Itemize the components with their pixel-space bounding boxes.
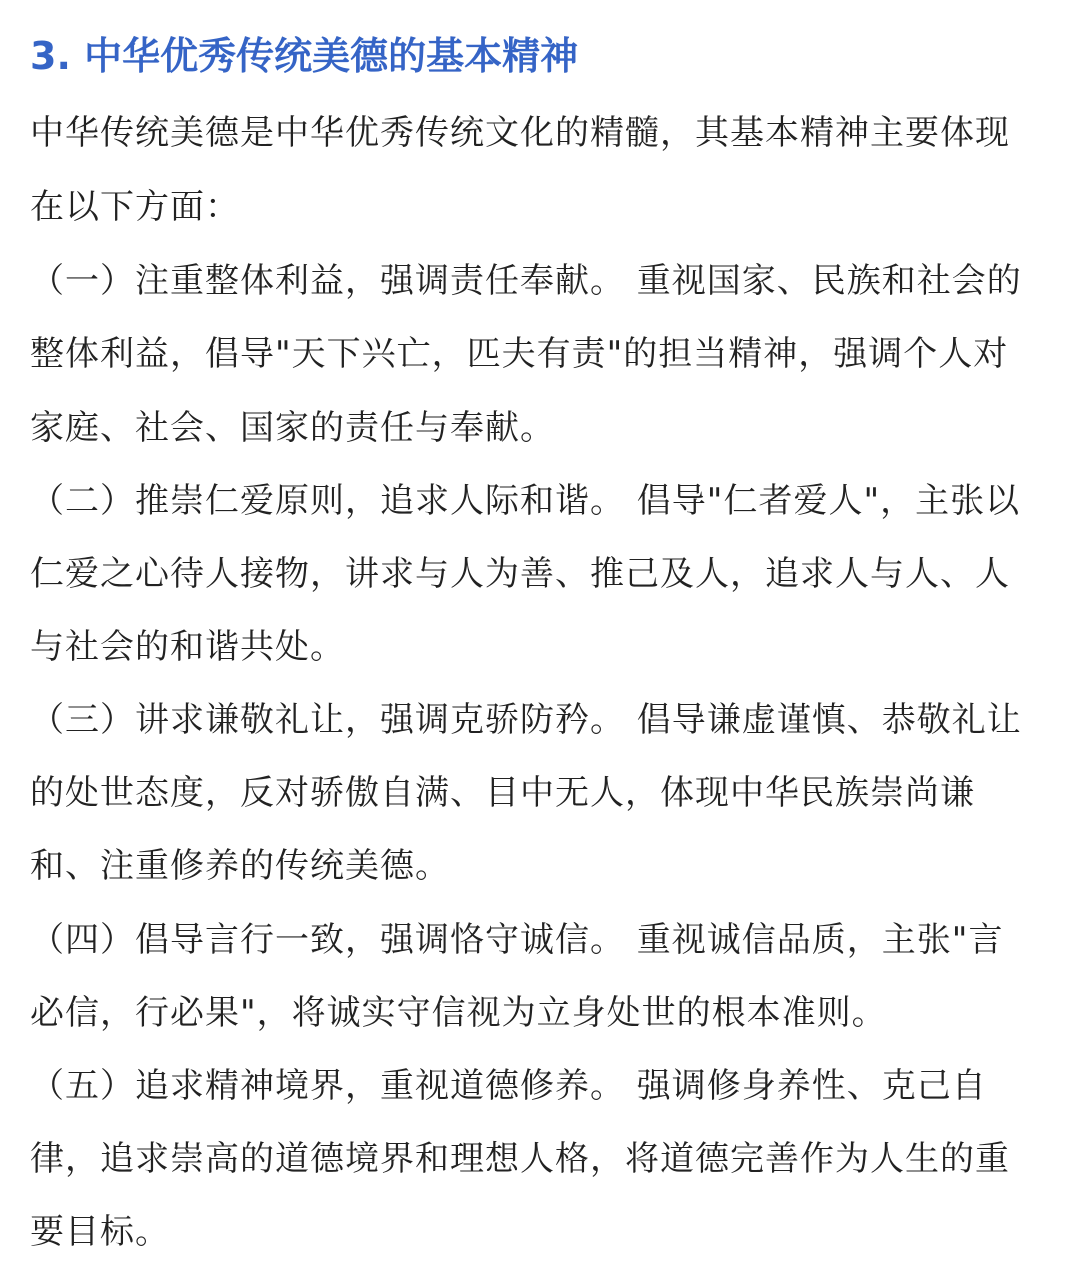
text-line: （一）注重整体利益，强调责任奉献。 重视国家、民族和社会的	[30, 261, 1022, 301]
text-line: 律，追求崇高的道德境界和理想人格，将道德完善作为人生的重	[30, 1139, 1010, 1179]
section-heading: 3. 中华优秀传统美德的基本精神	[30, 34, 579, 78]
text-line: 必信，行必果"，将诚实守信视为立身处世的根本准则。	[30, 993, 887, 1033]
text-line: （四）倡导言行一致，强调恪守诚信。 重视诚信品质，主张"言	[30, 920, 1004, 960]
text-line: 在以下方面：	[30, 187, 240, 227]
text-line: 中华传统美德是中华优秀传统文化的精髓，其基本精神主要体现	[30, 113, 1010, 153]
text-line: 家庭、社会、国家的责任与奉献。	[30, 408, 555, 448]
text-line: （五）追求精神境界，重视道德修养。 强调修身养性、克己自	[30, 1066, 987, 1106]
text-line: （二）推崇仁爱原则，追求人际和谐。 倡导"仁者爱人"，主张以	[30, 481, 1021, 521]
text-line: 仁爱之心待人接物，讲求与人为善、推己及人，追求人与人、人	[30, 554, 1010, 594]
text-line: 和、注重修养的传统美德。	[30, 846, 450, 886]
text-line: 要目标。	[30, 1212, 170, 1252]
text-line: 与社会的和谐共处。	[30, 627, 345, 667]
text-line: 的处世态度，反对骄傲自满、目中无人，体现中华民族崇尚谦	[30, 773, 975, 813]
text-line: 整体利益，倡导"天下兴亡，匹夫有责"的担当精神，强调个人对	[30, 334, 1009, 374]
text-line: （三）讲求谦敬礼让，强调克骄防矜。 倡导谦虚谨慎、恭敬礼让	[30, 700, 1022, 740]
